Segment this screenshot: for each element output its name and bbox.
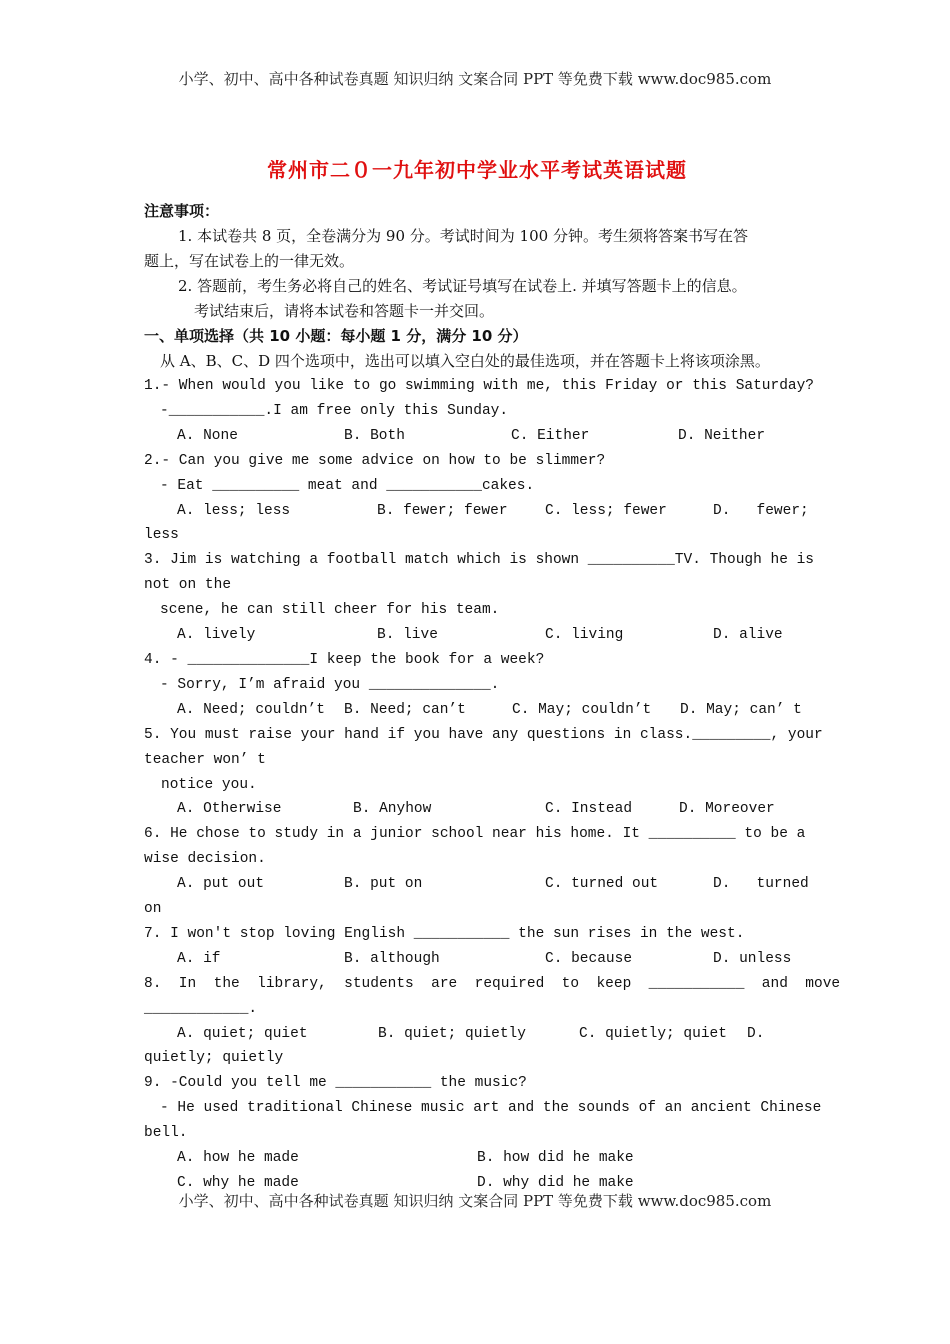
option-c: C. May; couldn’t — [512, 701, 652, 718]
question-9-reply: - He used traditional Chinese music art and the sounds of an ancient Chinese — [160, 1100, 822, 1117]
option-a: A. less; less — [177, 502, 291, 519]
question-2-options — [144, 499, 810, 524]
option-a: A. if — [177, 950, 221, 967]
question-7-stem: 7. I won't stop loving English ___________ the sun rises in the west. — [144, 925, 745, 942]
page-footer: 小学、初中、高中各种试卷真题 知识归纳 文案合同 PPT 等免费下载 www.doc985.com — [178, 1192, 772, 1210]
question-5-stem-3: notice you. — [161, 776, 257, 793]
option-d: D. fewer; — [713, 502, 809, 519]
notice-item-1-line-2: 题上，写在试卷上的一律无效。 — [144, 252, 355, 270]
option-a: A. quiet; quiet — [177, 1025, 308, 1042]
question-1-reply: -___________.I am free only this Sunday. — [160, 402, 509, 419]
question-2-option-d-wrap: less — [144, 527, 179, 544]
question-9-stem: 9. -Could you tell me ___________ the music? — [144, 1075, 527, 1092]
exam-page — [144, 150, 841, 1196]
option-b: B. although — [344, 950, 440, 967]
option-b: B. fewer; fewer — [377, 502, 508, 519]
section-1-heading: 一、单项选择（共 10 小题：每小题 1 分，满分 10 分） — [144, 327, 528, 345]
notice-item-2-line-2: 考试结束后，请将本试卷和答题卡一并交回。 — [194, 302, 495, 320]
option-c: C. Instead — [545, 801, 633, 818]
question-3-options — [144, 623, 810, 648]
option-b: B. Anyhow — [353, 801, 432, 818]
option-d: D. Moreover — [679, 801, 775, 818]
question-8-option-d-wrap: quietly; quietly — [144, 1050, 284, 1067]
question-3-stem: 3. Jim is watching a football match which is shown __________TV. Though he is — [144, 552, 815, 569]
option-b: B. live — [377, 627, 438, 644]
section-1-instruction: 从 A、B、C、D 四个选项中，选出可以填入空白处的最佳选项，并在答题卡上将该项涂黑。 — [160, 352, 770, 370]
question-8-stem-2: ____________. — [144, 1000, 258, 1017]
question-1-options — [144, 424, 810, 449]
question-4-options — [144, 698, 810, 723]
question-3-stem-2: not on the — [144, 577, 232, 594]
question-5-stem: 5. You must raise your hand if you have any questions in class._________, your — [144, 726, 823, 743]
option-c: C. why he made — [177, 1175, 299, 1191]
option-b: B. how did he make — [477, 1150, 634, 1167]
question-4-reply: - Sorry, I’m afraid you ______________. — [160, 676, 500, 693]
option-b: B. quiet; quietly — [378, 1025, 526, 1042]
option-d: D. Neither — [678, 427, 766, 444]
option-b: B. put on — [344, 876, 423, 893]
question-3-stem-3: scene, he can still cheer for his team. — [160, 602, 500, 619]
option-c: C. because — [545, 950, 633, 967]
page-header: 小学、初中、高中各种试卷真题 知识归纳 文案合同 PPT 等免费下载 www.doc985.com — [178, 70, 772, 88]
option-b: B. Need; can’t — [344, 701, 466, 718]
question-6-stem-2: wise decision. — [144, 851, 266, 868]
option-a: A. lively — [177, 627, 256, 644]
option-c: C. Either — [511, 427, 590, 444]
option-d: D. turned — [713, 876, 809, 893]
option-a: A. None — [177, 427, 238, 444]
notice-item-1-line-1: 1. 本试卷共 8 页，全卷满分为 90 分。考试时间为 100 分钟。考生须将答案书写在答 — [178, 227, 748, 245]
question-6-option-d-wrap: on — [144, 901, 162, 918]
question-7-options — [144, 947, 810, 972]
question-8-options — [144, 1022, 810, 1047]
question-9-reply-2: bell. — [144, 1125, 188, 1142]
option-a: A. put out — [177, 876, 265, 893]
option-d: D. May; can’ t — [680, 701, 802, 718]
question-4-stem: 4. - ______________I keep the book for a week? — [144, 651, 545, 668]
option-a: A. Need; couldn’t — [177, 701, 325, 718]
question-2-reply: - Eat __________ meat and ___________cakes. — [160, 477, 535, 494]
question-5-stem-2: teacher won’ t — [144, 751, 266, 768]
question-1-stem: 1.- When would you like to go swimming with me, this Friday or this Saturday? — [144, 378, 815, 394]
option-a: A. Otherwise — [177, 801, 282, 818]
option-c: C. living — [545, 627, 624, 644]
option-b: B. Both — [344, 427, 405, 444]
question-2-stem: 2.- Can you give me some advice on how to be slimmer? — [144, 452, 606, 469]
option-c: C. quietly; quiet — [579, 1025, 727, 1042]
exam-title: 常州市二０一九年初中学业水平考试英语试题 — [267, 158, 687, 182]
question-8-stem: 8. In the library, students are required to keep ___________ and move — [144, 975, 841, 992]
notice-heading: 注意事项： — [144, 202, 220, 220]
option-a: A. how he made — [177, 1150, 299, 1167]
notice-item-2-line-1: 2. 答题前，考生务必将自己的姓名、考试证号填写在试卷上. 并填写答题卡上的信息。 — [178, 277, 747, 295]
option-d: D. — [747, 1025, 765, 1042]
option-d: D. why did he make — [477, 1175, 634, 1191]
option-c: C. less; fewer — [545, 502, 667, 519]
question-5-options — [144, 797, 810, 822]
option-d: D. unless — [713, 950, 792, 967]
question-6-options — [144, 872, 810, 897]
option-d: D. alive — [713, 627, 783, 644]
question-9-options-row-1 — [144, 1146, 810, 1171]
question-6-stem: 6. He chose to study in a junior school near his home. It __________ to be a — [144, 826, 806, 843]
option-c: C. turned out — [545, 876, 659, 893]
